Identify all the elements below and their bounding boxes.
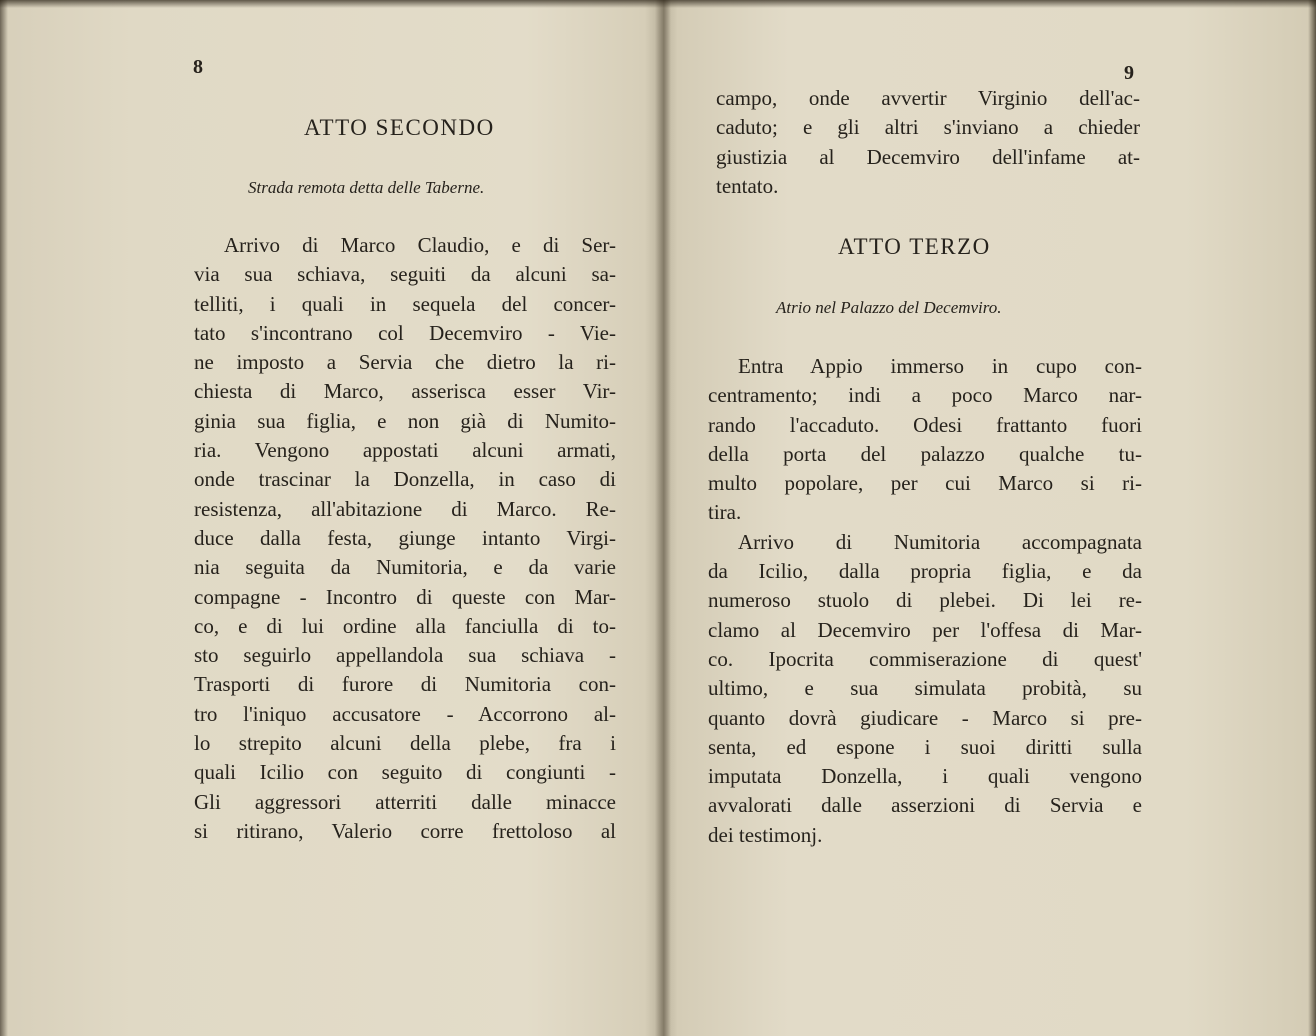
text-line: caduto; e gli altri s'inviano a chieder [716,115,1140,140]
left-edge-shadow [0,0,8,1036]
text-line: ne imposto a Servia che dietro la ri- [194,350,616,375]
right-page-continuation-text [716,84,1140,201]
text-line: si ritirano, Valerio corre frettoloso al [194,818,616,843]
text-line: quanto dovrà giudicare - Marco si pre- [708,705,1142,730]
text-line: Entra Appio immerso in cupo con- [738,354,1142,378]
text-line: tato s'incontrano col Decemviro - Vie- [194,320,616,345]
text-line: duce dalla festa, giunge intanto Virgi- [194,525,616,550]
text-line: ginia sua figlia, e non già di Numito- [194,408,616,433]
text-line: resistenza, all'abitazione di Marco. Re- [194,496,616,521]
text-line: ria. Vengono appostati alcuni armati, [194,438,616,463]
text-line: Arrivo di Numitoria accompagnata [738,529,1142,554]
text-line: via sua schiava, seguiti da alcuni sa- [194,262,616,287]
text-line: avvalorati dalle asserzioni di Servia e [708,793,1142,818]
scene-subheading-left: Strada remota detta delle Taberne. [248,178,485,197]
text-line: giustizia al Decemviro dell'infame at- [716,144,1140,169]
text-line: nia seguita da Numitoria, e da varie [194,555,616,580]
text-line: co, e di lui ordine alla fanciulla di to- [194,613,616,638]
text-line: ultimo, e sua simulata probità, su [708,676,1142,701]
text-line: rando l'accaduto. Odesi frattanto fuori [708,412,1142,437]
text-line: co. Ipocrita commiserazione di quest' [708,646,1142,671]
left-page-text [194,231,616,846]
text-line: campo, onde avvertir Virginio dell'ac- [716,86,1140,110]
text-line: dei testimonj. [708,822,823,847]
text-line: Arrivo di Marco Claudio, e di Ser- [224,233,616,257]
text-line: da Icilio, dalla propria figlia, e da [708,559,1142,584]
page-number-right: 9 [1124,62,1134,84]
text-line: compagne - Incontro di queste con Mar- [194,584,616,609]
text-line: imputata Donzella, i quali vengono [708,764,1142,789]
text-line: centramento; indi a poco Marco nar- [708,383,1142,408]
text-line: Gli aggressori atterriti dalle minacce [194,789,616,814]
text-line: telliti, i quali in sequela del concer- [194,291,616,316]
text-line: senta, ed espone i suoi diritti sulla [708,734,1142,759]
text-line: tentato. [716,173,779,198]
text-line: quali Icilio con seguito di congiunti - [194,760,616,785]
text-line: tro l'iniquo accusatore - Accorrono al- [194,701,616,726]
right-edge-shadow [1308,0,1316,1036]
top-edge-shadow [0,0,1316,8]
text-line: sto seguirlo appellandola sua schiava - [194,643,616,668]
text-line: chiesta di Marco, asserisca esser Vir- [194,379,616,404]
act-heading-right: ATTO TERZO [838,234,991,259]
page-number-left: 8 [193,56,203,78]
right-page [668,0,1316,1036]
text-line: della porta del palazzo qualche tu- [708,441,1142,466]
act-heading-left: ATTO SECONDO [304,115,495,140]
text-line: lo strepito alcuni della plebe, fra i [194,731,616,756]
text-line: numeroso stuolo di plebei. Di lei re- [708,588,1142,613]
text-line: Trasporti di furore di Numitoria con- [194,672,616,697]
right-page-text [708,352,1142,850]
text-line: clamo al Decemviro per l'offesa di Mar- [708,617,1142,642]
text-line: tira. [708,500,742,525]
text-line: onde trascinar la Donzella, in caso di [194,467,616,492]
scene-subheading-right: Atrio nel Palazzo del Decemviro. [776,298,1002,317]
text-line: multo popolare, per cui Marco si ri- [708,471,1142,496]
